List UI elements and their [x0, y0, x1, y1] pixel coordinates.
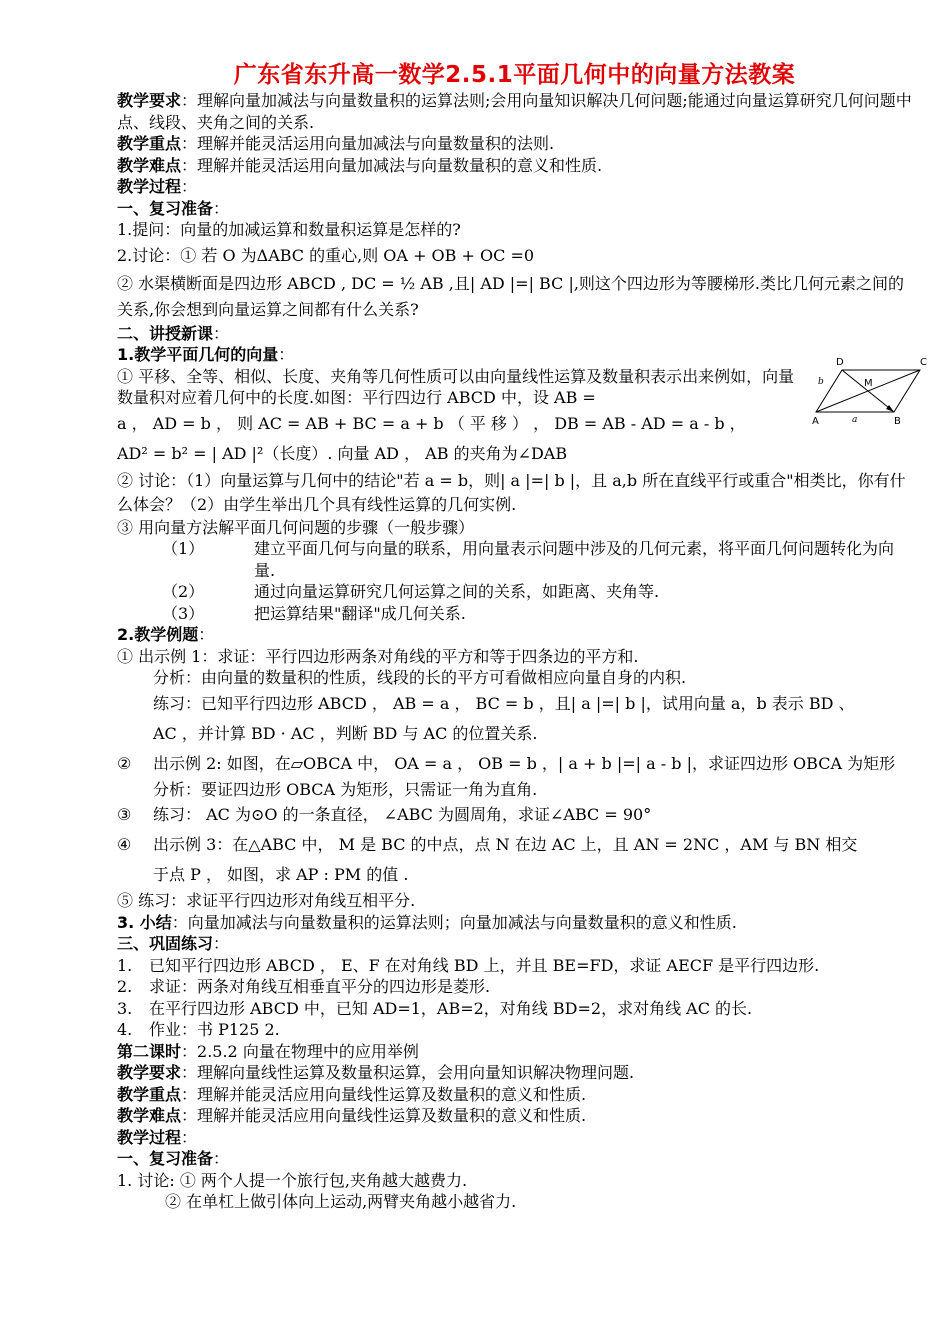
label-b: B — [894, 416, 901, 427]
parallelogram-figure — [812, 352, 950, 492]
second-review-heading: 一、复习准备： — [117, 1149, 230, 1168]
length-angle-line: AD² = b² = | AD |²（长度）. 向量 AD ， AB 的夹角为∠DAB — [117, 443, 568, 463]
consolidation-heading: 三、巩固练习： — [117, 934, 230, 953]
diagonal-db — [842, 370, 894, 412]
label-m: M — [864, 378, 873, 389]
example-1-analysis: 分析：由向量的数量积的性质，线段的长的平方可看做相应向量自身的内积. — [153, 668, 687, 687]
label-vector-a: a — [852, 415, 858, 425]
example-2: ② 出示例 2: 如图，在▱OBCA 中， OA = a ， OB = b ，| a + b |=| a - b |，求证四边形 OBCA 为矩形 — [117, 753, 896, 773]
discussion-canal: ② 水渠横断面是四边形 ABCD , DC = ½ AB ,且| AD |=| BC |,则这个四边形为等腰梯形.类比几何元素之间的关系,你会想到向量运算之间都有什么关系? — [117, 273, 905, 319]
examples-heading: 2.教学例题： — [117, 625, 215, 644]
summary: 3. 小结：向量加减法与向量数量积的运算法则；向量加减法与向量数量积的意义和性质. — [117, 912, 737, 932]
label-a: A — [812, 416, 819, 427]
document-page — [117, 60, 912, 1213]
second-lesson-heading: 第二课时：2.5.2 向量在物理中的应用举例 — [117, 1041, 419, 1061]
question-1: 1.提问：向量的加减运算和数量积运算是怎样的? — [117, 220, 461, 239]
step-2: （2） 通过向量运算研究几何运算之间的关系，如距离、夹角等. — [162, 582, 660, 601]
second-discussion-1: 1. 讨论: ① 两个人提一个旅行包,夹角越大越费力. — [117, 1170, 468, 1190]
teaching-difficulty: 教学难点：理解并能灵活运用向量加减法与向量数量积的意义和性质. — [117, 155, 603, 175]
example-1-practice-cont: AC ，并计算 BD · AC ，判断 BD 与 AC 的位置关系. — [153, 723, 538, 743]
exercise-2: 2. 求证：两条对角线互相垂直平分的四边形是菱形. — [117, 977, 491, 996]
second-process-heading: 教学过程： — [117, 1127, 198, 1147]
step-3: （3） 把运算结果"翻译"成几何关系. — [162, 603, 466, 623]
second-difficulty: 教学难点：理解并能灵活应用向量线性运算及数量积的意义和性质. — [117, 1106, 587, 1125]
exercise-1: 1. 已知平行四边形 ABCD ， E、F 在对角线 BD 上，并且 BE=FD，求证 AECF 是平行四边形. — [117, 955, 820, 975]
translation-paragraph: ① 平移、全等、相似、长度、夹角等几何性质可以由向量线性运算及数量积表示出来例如，向量数量积对应着几何中的长度.如图：平行四边行 ABCD 中，设 AB = — [117, 366, 795, 407]
practice-bisect: ⑤ 练习：求证平行四边形对角线互相平分. — [117, 891, 416, 910]
second-discussion-2: ② 在单杠上做引体向上运动,两臂夹角越小越省力. — [165, 1192, 517, 1211]
discussion-analogy: ② 讨论：（1）向量运算与几何中的结论"若 a = b，则| a |=| b |，且 a,b 所在直线平行或重合"相类比，你有什么体会？（2）由学生举出几个具有线性运算的几何实例. — [117, 470, 906, 514]
vector-relations-line: a ， AD = b ， 则 AC = AB + BC = a + b （ 平 移 ） ， DB = AB - AD = a - b ， — [117, 413, 746, 433]
example-2-analysis: 分析：要证四边形 OBCA 为矩形，只需证一角为直角. — [153, 779, 538, 799]
example-1: ① 出示例 1：求证：平行四边形两条对角线的平方和等于四条边的平方和. — [117, 646, 639, 666]
exercise-3: 3. 在平行四边形 ABCD 中，已知 AD=1，AB=2，对角线 BD=2，求对角线 AC 的长. — [117, 998, 753, 1018]
exercise-4: 4. 作业：书 P125 2. — [117, 1020, 280, 1039]
review-heading: 一、复习准备： — [117, 198, 230, 218]
practice-circle: ③ 练习： AC 为⊙O 的一条直径， ∠ABC 为圆周角，求证∠ABC = 90° — [117, 805, 652, 824]
teaching-requirements: 教学要求：理解向量加减法与向量数量积的运算法则;会用向量知识解决几何问题;能通过向量运算研究几何问题中点、线段、夹角之间的关系. — [117, 91, 912, 132]
example-3-cont: 于点 P ， 如图，求 AP : PM 的值 . — [153, 865, 409, 884]
page-title: 广东省东升高一数学2.5.1平面几何中的向量方法教案 — [233, 62, 796, 88]
second-requirements: 教学要求：理解向量线性运算及数量积运算，会用向量知识解决物理问题. — [117, 1063, 635, 1082]
plane-geometry-vector-heading: 1.教学平面几何的向量： — [117, 345, 295, 364]
label-d: D — [836, 357, 844, 368]
label-c: C — [920, 357, 927, 368]
new-lesson-heading: 二、讲授新课： — [117, 323, 230, 343]
teaching-process-heading: 教学过程： — [117, 177, 198, 196]
second-focus: 教学重点：理解并能灵活应用向量线性运算及数量积的意义和性质. — [117, 1084, 587, 1104]
example-1-practice: 练习：已知平行四边形 ABCD ， AB = a ， BC = b ，且| a |=| b |，试用向量 a，b 表示 BD 、 — [153, 693, 855, 713]
label-vector-b: b — [818, 377, 824, 387]
discussion-2: 2.讨论：① 若 O 为ΔABC 的重心,则 OA + OB + OC =0 — [117, 245, 535, 265]
method-steps-heading: ③ 用向量方法解平面几何问题的步骤（一般步骤） — [117, 517, 475, 537]
example-3: ④ 出示例 3：在△ABC 中， M 是 BC 的中点，点 N 在边 AC 上，且 AN = 2NC ，AM 与 BN 相交 — [117, 835, 858, 854]
step-1: （1） 建立平面几何与向量的联系，用向量表示问题中涉及的几何元素，将平面几何问题转化为向量. — [162, 539, 895, 580]
teaching-focus: 教学重点：理解并能灵活运用向量加减法与向量数量积的法则. — [117, 134, 555, 153]
